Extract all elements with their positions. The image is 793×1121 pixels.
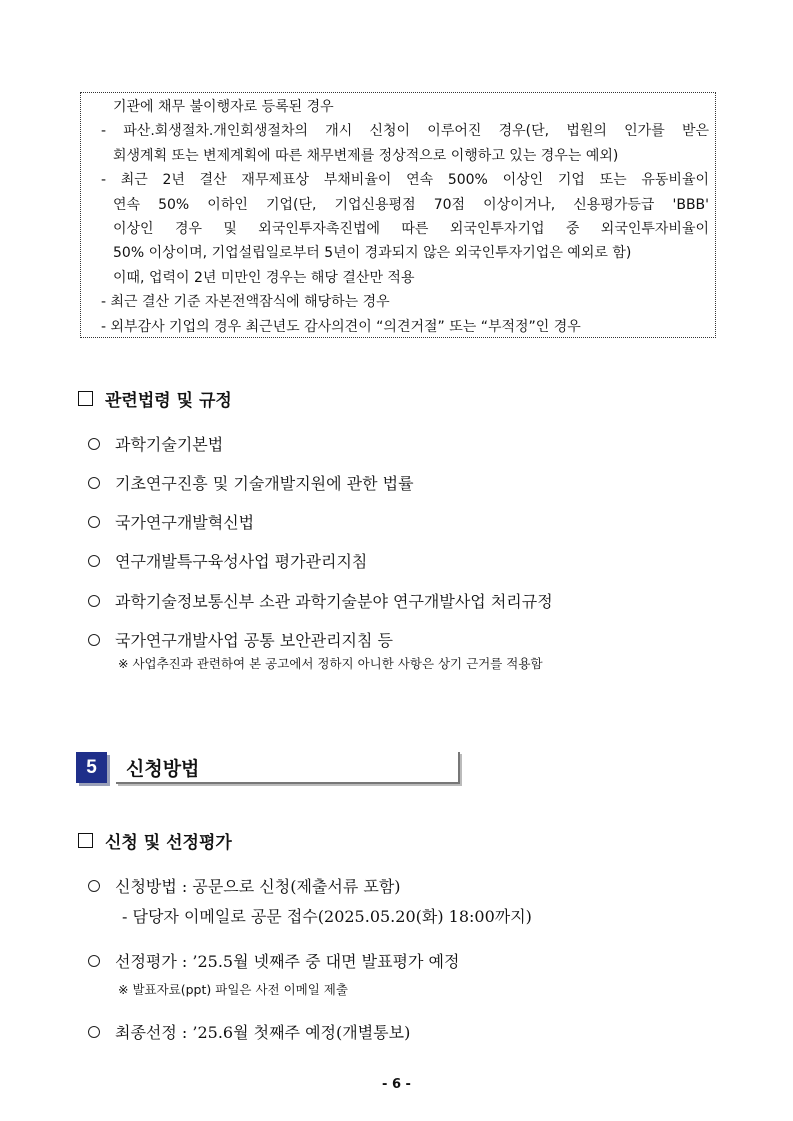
criteria-line: 이상인 경우 및 외국인투자촉진법에 따른 외국인투자기업 중 외국인투자비율이	[113, 220, 709, 237]
law-item-text: 기초연구진흥 및 기술개발지원에 관한 법률	[115, 474, 414, 493]
apply-note: ※ 발표자료(ppt) 파일은 사전 이메일 제출	[118, 982, 348, 997]
page-number: - 6 -	[382, 1077, 411, 1092]
law-item	[88, 432, 223, 455]
section-number-badge: 5	[76, 752, 107, 783]
circle-bullet-icon	[88, 516, 100, 528]
circle-bullet-icon	[88, 955, 100, 967]
circle-bullet-icon	[88, 634, 100, 646]
apply-item-text: 선정평가 : ’25.5월 넷째주 중 대면 발표평가 예정	[115, 952, 460, 971]
apply-item-text: 최종선정 : ’25.6월 첫째주 예정(개별통보)	[115, 1023, 411, 1042]
law-item	[88, 510, 254, 533]
circle-bullet-icon	[88, 880, 100, 892]
criteria-line: 연속 50% 이하인 기업(단, 기업신용평점 70점 이상이거나, 신용평가등급 'BBB'	[113, 196, 709, 213]
laws-heading-text: 관련법령 및 규정	[105, 391, 232, 411]
apply-sub-item: - 담당자 이메일로 공문 접수(2025.05.20(화) 18:00까지)	[122, 907, 532, 926]
apply-item-text: 신청방법 : 공문으로 신청(제출서류 포함)	[115, 877, 401, 896]
law-item	[88, 471, 414, 494]
criteria-line: - 외부감사 기업의 경우 최근년도 감사의견이 “의견거절” 또는 “부적정”인 경우	[101, 318, 581, 335]
circle-bullet-icon	[88, 555, 100, 567]
laws-heading	[78, 386, 232, 411]
square-bullet-icon	[78, 391, 93, 406]
section-title: 신청방법	[126, 758, 200, 780]
law-item	[88, 549, 367, 572]
law-item	[88, 589, 553, 612]
apply-heading	[78, 828, 232, 853]
laws-note: ※ 사업추진과 관련하여 본 공고에서 정하지 아니한 사항은 상기 근거를 적용함	[118, 656, 543, 671]
law-item-text: 국가연구개발사업 공통 보안관리지침 등	[115, 631, 394, 650]
apply-heading-text: 신청 및 선정평가	[105, 833, 232, 853]
law-item	[88, 628, 393, 651]
criteria-line: 50% 이상이며, 기업설립일로부터 5년이 경과되지 않은 외국인투자기업은 예외로 함)	[113, 245, 632, 262]
criteria-box	[80, 92, 716, 338]
circle-bullet-icon	[88, 595, 100, 607]
law-item-text: 연구개발특구육성사업 평가관리지침	[115, 552, 368, 571]
law-item-text: 국가연구개발혁신법	[115, 513, 255, 532]
criteria-line: - 최근 2년 결산 재무제표상 부채비율이 연속 500% 이상인 기업 또는 유동비율이	[101, 172, 709, 189]
criteria-line: - 최근 결산 기준 자본전액잠식에 해당하는 경우	[101, 294, 390, 311]
criteria-line: - 파산.회생절차.개인회생절차의 개시 신청이 이루어진 경우(단, 법원의 인가를 받은	[101, 123, 709, 140]
apply-item	[88, 1020, 410, 1043]
law-item-text: 과학기술정보통신부 소관 과학기술분야 연구개발사업 처리규정	[115, 592, 553, 611]
square-bullet-icon	[78, 833, 93, 848]
circle-bullet-icon	[88, 438, 100, 450]
apply-item	[88, 949, 459, 972]
circle-bullet-icon	[88, 477, 100, 489]
law-item-text: 과학기술기본법	[115, 435, 224, 454]
apply-item	[88, 874, 401, 897]
criteria-line: 이때, 업력이 2년 미만인 경우는 해당 결산만 적용	[113, 269, 415, 286]
criteria-line: 회생계획 또는 변제계획에 따른 채무변제를 정상적으로 이행하고 있는 경우는 예외)	[113, 147, 619, 164]
criteria-line: 기관에 채무 불이행자로 등록된 경우	[113, 99, 334, 115]
circle-bullet-icon	[88, 1026, 100, 1038]
